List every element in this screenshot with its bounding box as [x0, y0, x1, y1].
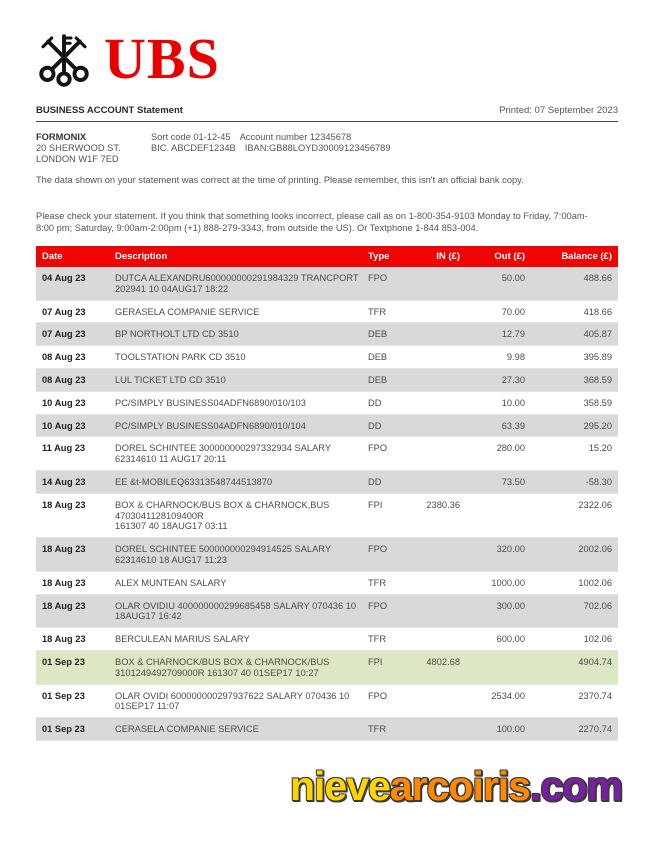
cell-in	[422, 538, 462, 572]
cell-date: 07 Aug 23	[42, 329, 86, 340]
cell-description	[115, 684, 367, 718]
cell-in	[422, 718, 462, 741]
cell-out: 1000.00	[491, 577, 525, 588]
account-details-line-2	[151, 143, 400, 154]
cell-type: FPI	[368, 656, 383, 667]
transaction-row	[36, 628, 618, 651]
cell-balance: 702.06	[583, 600, 612, 611]
cell-description	[115, 437, 367, 471]
desc-line2: 62314610 11 AUG17 20:11	[115, 454, 227, 465]
cell-type: TFR	[368, 724, 387, 735]
desc-line1: PC/SIMPLY BUSINESS04ADFN6890/010/103	[115, 397, 306, 408]
cell-in	[422, 368, 462, 391]
cell-type: TFR	[368, 634, 387, 645]
watermark	[290, 764, 622, 808]
col-header-out: Out (£)	[462, 246, 534, 267]
desc-line1: OLAR OVIDIU 400000000299685458 SALARY 070436 10	[115, 600, 357, 611]
col-header-description: Description	[115, 246, 367, 267]
cell-balance: 1002.06	[578, 577, 612, 588]
cell-out: 27.30	[501, 374, 525, 385]
check-statement-notice: Please check your statement. If you think that something looks incorrect, please call as on 1-800-354-9103 Monday to Friday, 7:00am-8:00 pm; Saturday, 9:00am-2:00pm (+1) 888-279-3343, from outside the US). Or Textphone 1-844 853-004.	[36, 211, 588, 233]
watermark-part-3: .com	[530, 763, 622, 809]
cell-date: 01 Sep 23	[42, 724, 85, 735]
col-header-type: Type	[367, 246, 422, 267]
transaction-row	[36, 493, 618, 537]
cell-balance: 4904.74	[578, 656, 612, 667]
cell-in	[422, 594, 462, 628]
transactions-table	[36, 246, 618, 741]
cell-out: 73.50	[501, 476, 525, 487]
desc-line1: ALEX MUNTEAN SALARY	[115, 577, 227, 588]
cell-out: 50.00	[501, 273, 525, 283]
transaction-row	[36, 300, 618, 323]
cell-in	[422, 684, 462, 718]
desc-line1: CERASELA COMPANIE SERVICE	[115, 724, 259, 735]
cell-balance: 2322.06	[578, 499, 612, 510]
cell-balance: 488.66	[583, 273, 612, 283]
cell-out	[462, 493, 534, 537]
cell-out: 600.00	[496, 634, 525, 645]
col-header-balance: Balance (£)	[534, 246, 618, 267]
cell-date: 08 Aug 23	[42, 352, 86, 363]
transaction-row	[36, 346, 618, 369]
ubs-keys-icon	[36, 29, 92, 89]
cell-out: 10.00	[501, 397, 525, 408]
cell-type: DD	[368, 397, 382, 408]
account-details-block	[151, 132, 400, 154]
desc-line1: OLAR OVIDI 600000000297937622 SALARY 070436 10	[115, 690, 350, 701]
transaction-row	[36, 571, 618, 594]
cell-date: 18 Aug 23	[42, 577, 86, 588]
desc-line1: DOREL SCHINTEE 500000000294914525 SALARY	[115, 544, 332, 555]
transaction-row	[36, 718, 618, 741]
cell-date: 08 Aug 23	[42, 374, 86, 385]
cell-balance: 2370.74	[578, 690, 612, 701]
desc-line1: EE &t-MOBILEQ63313548744513870	[115, 476, 273, 487]
cell-date: 01 Sep 23	[42, 690, 85, 701]
cell-in	[422, 346, 462, 369]
cell-balance: 358.59	[583, 397, 612, 408]
cell-balance: -58.30	[585, 476, 612, 487]
cell-balance: 2270.74	[578, 724, 612, 735]
watermark-part-1: nieve	[290, 763, 390, 809]
cell-description	[115, 391, 367, 414]
cell-out: 12.79	[501, 329, 525, 340]
cell-balance: 15.20	[588, 443, 612, 454]
cell-type: FPO	[368, 443, 388, 454]
cell-in	[422, 628, 462, 651]
cell-in	[422, 267, 462, 300]
transaction-row	[36, 267, 618, 300]
cell-in	[422, 391, 462, 414]
cell-type: DEB	[368, 352, 388, 363]
cell-description	[115, 267, 367, 300]
desc-line2: 62314610 18 AUG17 11:23	[115, 554, 228, 565]
cell-balance: 368.59	[583, 374, 612, 385]
cell-in	[422, 300, 462, 323]
cell-in	[422, 571, 462, 594]
cell-type: DEB	[368, 329, 388, 340]
ubs-wordmark: UBS	[104, 26, 220, 91]
ubs-logo	[36, 28, 220, 90]
statement-header-row	[36, 105, 618, 116]
statement-title: BUSINESS ACCOUNT Statement	[36, 105, 183, 116]
cell-in: 4802.68	[426, 656, 460, 667]
cell-out	[462, 650, 534, 684]
col-header-date: Date	[36, 246, 115, 267]
desc-line1: PC/SIMPLY BUSINESS04ADFN6890/010/104	[115, 420, 306, 431]
col-header-in: IN (£)	[422, 246, 462, 267]
cell-in	[422, 414, 462, 437]
watermark-part-2: arcoiris	[389, 763, 530, 809]
transaction-row	[36, 650, 618, 684]
cell-out: 300.00	[496, 600, 525, 611]
desc-line1: BP NORTHOLT LTD CD 3510	[115, 329, 239, 340]
cell-type: FPO	[368, 600, 388, 611]
transaction-row	[36, 470, 618, 493]
cell-date: 10 Aug 23	[42, 397, 86, 408]
transaction-row	[36, 414, 618, 437]
cell-type: FPO	[368, 544, 388, 555]
desc-line2: 3101249492709000R 161307 40 01SEP17 10:27	[115, 667, 319, 678]
account-holder-address-1: 20 SHERWOOD ST.	[36, 142, 121, 153]
desc-line1: LUL TICKET LTD CD 3510	[115, 374, 226, 385]
account-details-line-1	[151, 132, 400, 143]
cell-out: 70.00	[501, 306, 525, 317]
cell-description	[115, 650, 367, 684]
cell-type: DD	[368, 476, 382, 487]
header-divider	[36, 121, 618, 122]
cell-type: DD	[368, 420, 382, 431]
cell-out: 2534.00	[491, 690, 525, 701]
desc-line1: TOOLSTATION PARK CD 3510	[115, 352, 246, 363]
cell-out: 320.00	[496, 544, 525, 555]
cell-description	[115, 300, 367, 323]
cell-out: 63.39	[501, 420, 525, 431]
cell-description	[115, 470, 367, 493]
account-holder-name: FORMONIX	[36, 132, 87, 142]
transaction-row	[36, 437, 618, 471]
cell-balance: 395.89	[583, 352, 612, 363]
data-correct-notice: The data shown on your statement was correct at the time of printing. Please remember, this isn't an official bank copy.	[36, 175, 524, 185]
cell-date: 07 Aug 23	[42, 306, 86, 317]
desc-line1: BOX & CHARNOCK/BUS BOX & CHARNOCK,BUS 4703041128109400R	[115, 499, 330, 521]
transaction-row	[36, 538, 618, 572]
cell-date: 18 Aug 23	[42, 499, 86, 510]
desc-line1: BERCULEAN MARIUS SALARY	[115, 634, 250, 645]
transaction-row	[36, 684, 618, 718]
table-header-row	[36, 246, 618, 267]
account-holder-address-2: LONDON W1F 7ED	[36, 153, 119, 164]
cell-description	[115, 368, 367, 391]
cell-balance: 2002.06	[578, 544, 612, 555]
cell-type: DEB	[368, 374, 388, 385]
cell-date: 18 Aug 23	[42, 600, 86, 611]
cell-in: 2380.36	[426, 499, 460, 510]
cell-type: FPI	[368, 499, 383, 510]
cell-balance: 102.06	[583, 634, 612, 645]
sort-code: Sort code 01-12-45	[151, 132, 231, 142]
cell-description	[115, 594, 367, 628]
cell-description	[115, 538, 367, 572]
cell-in	[422, 437, 462, 471]
desc-line2: 01SEP17 11:07	[115, 701, 180, 712]
cell-out: 280.00	[496, 443, 525, 454]
printed-date: Printed: 07 September 2023	[499, 105, 618, 116]
cell-type: TFR	[368, 577, 387, 588]
cell-balance: 418.66	[583, 306, 612, 317]
desc-line2: 18AUG17 16:42	[115, 611, 182, 622]
cell-type: FPO	[368, 273, 388, 283]
cell-date: 14 Aug 23	[42, 476, 86, 487]
cell-in	[422, 323, 462, 346]
desc-line2: 161307 40 18AUG17 03:11	[115, 521, 228, 532]
transaction-row	[36, 368, 618, 391]
cell-balance: 295.20	[583, 420, 612, 431]
transaction-row	[36, 391, 618, 414]
transaction-row	[36, 323, 618, 346]
cell-date: 10 Aug 23	[42, 420, 86, 431]
cell-description	[115, 346, 367, 369]
account-holder-block	[36, 132, 121, 164]
account-number: Account number 12345678	[239, 132, 352, 142]
cell-date: 04 Aug 23	[42, 273, 86, 283]
cell-type: FPO	[368, 690, 388, 701]
cell-description	[115, 571, 367, 594]
cell-date: 18 Aug 23	[42, 634, 86, 645]
desc-line1: GERASELA COMPANIE SERVICE	[115, 306, 260, 317]
cell-in	[422, 470, 462, 493]
cell-description	[115, 323, 367, 346]
desc-line1: DUTCA ALEXANDRU600000000291984329 TRANCPORT	[115, 273, 359, 283]
transaction-row	[36, 594, 618, 628]
cell-out: 9.98	[506, 352, 525, 363]
desc-line1: DOREL SCHINTEE 300000000297332934 SALARY	[115, 443, 332, 454]
cell-date: 01 Sep 23	[42, 656, 85, 667]
cell-description	[115, 718, 367, 741]
iban: IBAN:GB88LOYD30009123456789	[244, 142, 391, 153]
cell-description	[115, 493, 367, 537]
bic: BIC. ABCDEF1234B	[151, 142, 236, 153]
transactions-body	[36, 267, 618, 740]
desc-line2: 202941 10 04AUG17 18:22	[115, 283, 229, 294]
desc-line1: BOX & CHARNOCK/BUS BOX & CHARNOCK/BUS	[115, 656, 330, 667]
cell-description	[115, 628, 367, 651]
cell-type: TFR	[368, 306, 387, 317]
cell-balance: 405.87	[583, 329, 612, 340]
cell-out: 100.00	[496, 724, 525, 735]
cell-date: 18 Aug 23	[42, 544, 86, 555]
cell-description	[115, 414, 367, 437]
cell-date: 11 Aug 23	[42, 443, 86, 454]
